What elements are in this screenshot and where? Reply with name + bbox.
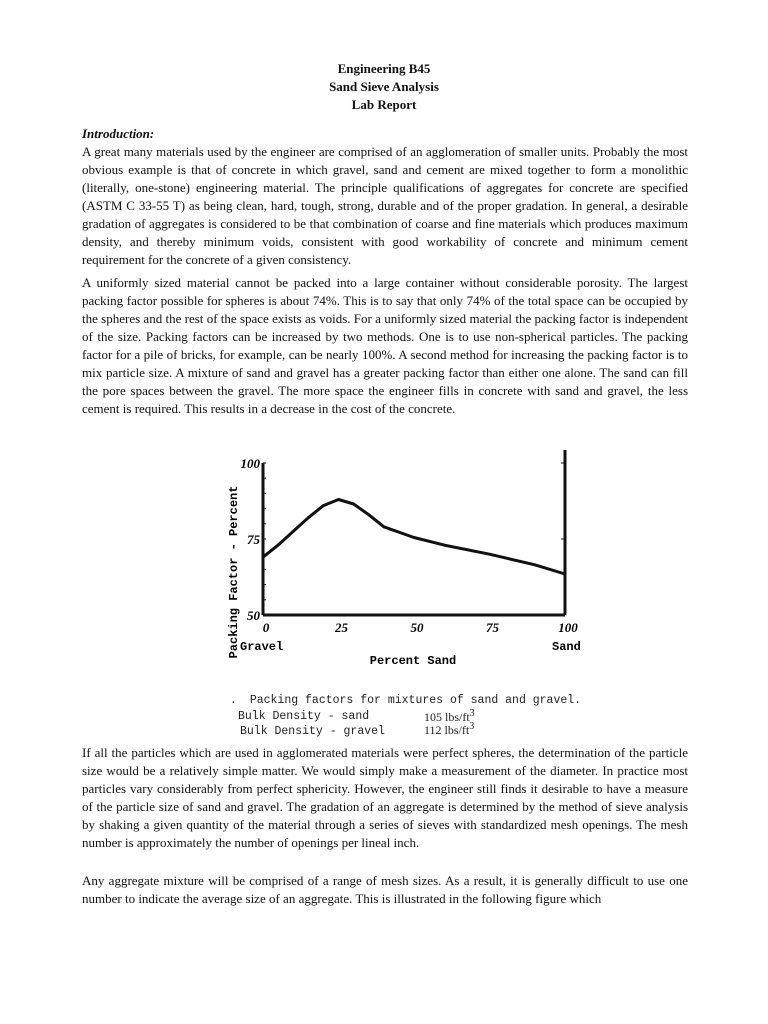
packing-factor-chart xyxy=(215,440,615,670)
x-tick-label-100: 100 xyxy=(558,620,578,635)
bulk-density-sand-value: 105 lbs/$ft^3$ xyxy=(424,708,475,724)
title-line-3: Lab Report xyxy=(351,97,417,112)
paragraph-3: If all the particles which are used in agglomerated materials were perfect spheres, the determination of the particle size would be a relatively simple matter. We would simply make a measurement of the diameter. In practice most particles vary considerably from perfect sphericity. However, the engineer still finds it desirable to have a measure of the particle size of sand and gravel. The gradation of an aggregate is determined by the method of sieve analysis by shaking a given quantity of the material through a series of sieves with standardized mesh openings. The mesh number is approximately the number of openings per lineal inch. xyxy=(82,745,688,850)
paragraph-2: A uniformly sized material cannot be packed into a large container without considerable porosity. The largest packing factor possible for spheres is about 74%. This is to say that only 74% of the total space can be occupied by the spheres and the rest of the space exists as voids. For a uniformly sized material the packing factor is independent of the size. Packing factors can be increased by two methods. One is to use non-spherical particles. The packing factor for a pile of bricks, for example, can be nearly 100%. A second method for increasing the packing factor is to mix particle size. A mixture of sand and gravel has a greater packing factor than either one alone. The sand can fill the pore spaces between the gravel. The more space the engineer fills in concrete with sand and gravel, the less cement is required. This results in a decrease in the cost of the concrete. xyxy=(82,275,688,416)
bulk-density-sand-label: Bulk Density - sand xyxy=(238,710,370,723)
bulk-density-gravel-value: 112 lbs/$ft^3$ xyxy=(424,721,475,737)
y-tick-label-50: 50 xyxy=(247,608,260,623)
packing-factor-curve xyxy=(263,500,565,575)
title-line-2: Sand Sieve Analysis xyxy=(329,79,439,94)
y-axis-label: Packing Factor - Percent xyxy=(227,485,241,659)
paragraph-4: Any aggregate mixture will be comprised of a range of mesh sizes. As a result, it is generally difficult to use one number to indicate the average size of an aggregate. This is illustrated in the following figure which xyxy=(82,873,688,906)
y-tick-label-100: 100 xyxy=(240,456,260,471)
figure-caption xyxy=(230,694,581,707)
y-tick-label-75: 75 xyxy=(247,532,260,547)
title-line-1: Engineering B45 xyxy=(337,61,431,76)
paragraph-1: A great many materials used by the engineer are comprised of an agglomeration of smaller units. Probably the most obvious example is that of concrete in which gravel, sand and cement are mixed together to form a monolithic (literally, one-stone) engineering material. The principle qualifications of aggregates for concrete are specified (ASTM C 33-55 T) as being clean, hard, tough, strong, durable and of the proper gradation. In general, a desirable gradation of aggregates is considered to be that combination of coarse and fine materials which produces maximum density, and thereby minimum voids, consistent with good workability of concrete and minimum cement requirement for the concrete of a given consistency. xyxy=(82,144,688,267)
x-end-label-sand: Sand xyxy=(552,640,581,654)
intro-heading: Introduction: xyxy=(82,126,155,141)
caption-text: Packing factors for mixtures of sand and gravel. xyxy=(249,694,582,707)
document-title xyxy=(0,60,768,114)
x-tick-label-25: 25 xyxy=(335,620,348,635)
x-axis-label: Percent Sand xyxy=(369,654,457,668)
x-tick-label-75: 75 xyxy=(486,620,499,635)
chart-axes xyxy=(241,450,579,635)
x-tick-label-50: 50 xyxy=(410,620,424,635)
x-tick-label-0: 0 xyxy=(262,620,270,635)
bulk-density-gravel-label: Bulk Density - gravel xyxy=(240,725,385,738)
caption-marker: . xyxy=(230,694,237,707)
introduction-section xyxy=(82,125,688,269)
x-end-label-gravel: Gravel xyxy=(240,640,284,654)
